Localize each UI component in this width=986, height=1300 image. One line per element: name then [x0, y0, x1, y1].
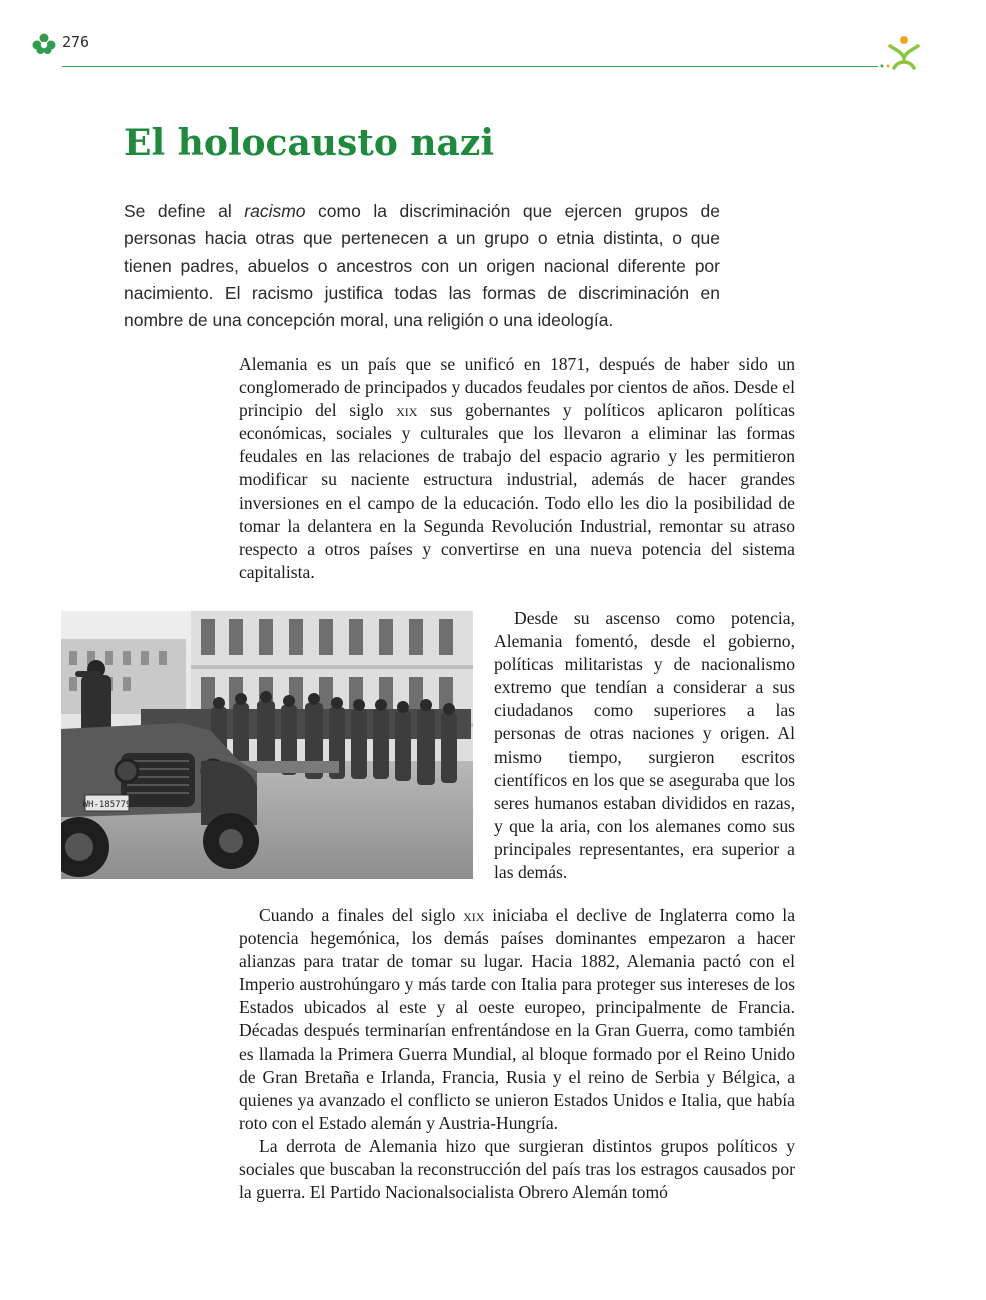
- century-numeral: xix: [396, 400, 418, 421]
- century-numeral: xix: [463, 905, 485, 925]
- paragraph-defeat: La derrota de Alemania hizo que surgieran distintos grupos políticos y sociales que buscaban la reconstrucción del país tras los estragos causados por la guerra. El Partido Nacionalsocialista Obrero Alemán tomó: [239, 1135, 795, 1203]
- shamrock-icon: [32, 33, 56, 55]
- intro-paragraph: [124, 198, 720, 334]
- paragraph-text: iniciaba el declive de Inglaterra como la potencia hegemónica, los demás países dominantes empezaron a hacer alianzas para tratar de tomar su lugar. Hacia 1882, Alemania pactó con el Imperio austrohúngaro y más tarde con Italia para proteger sus intereses de los Estados ubicados al este y al oeste europeo, principalmente de Francia. Décadas después terminarían enfrentándose en la Gran Guerra, como también es llamada la Primera Guerra Mundial, al bloque formado por el Reino Unido de Gran Bretaña e Irlanda, Francia, Rusia y el reino de Serbia y Bélgica, a quienes ya avanzado el conflicto se unieron Estados Unidos e Italia, que había roto con el Estado alemán y Austria-Hungría.: [239, 905, 795, 1133]
- paragraph-militarism: Desde su ascenso como potencia, Alemania fomentó, desde el gobierno, políticas militaristas y de nacionalismo extremo que tendían a considerar a sus ciudadanos como superiores a las personas de otras naciones y origen. Al mismo tiempo, surgieron escritos científicos en los que se aseguraba que los seres humanos estaban divididos en razas, y que la aria, con los alemanes como sus principales representantes, era superior a las demás.: [494, 608, 795, 883]
- paragraph-text: sus gobernantes y políticos aplicaron políticas económicas, sociales y culturales que los llevaron a eliminar las formas feudales en las relaciones de trabajo del espacio agrario y les permitieron modificar su naciente estructura industrial, además de hacer grandes inversiones en el campo de la educación. Todo ello les dio la posibilidad de tomar la delantera en la Segunda Revolución Industrial, remontar su atraso respecto a otros países y convertirse en una nueva potencia del sistema capitalista.: [239, 400, 795, 582]
- page-header: [0, 0, 986, 80]
- bottom-text-block: [239, 904, 795, 1204]
- paragraph-germany-unification: [239, 353, 795, 584]
- header-rule: [62, 66, 878, 67]
- page-number: 276: [62, 33, 90, 51]
- page-title: El holocausto nazi: [124, 122, 495, 164]
- paragraph-alliances: [239, 904, 795, 1135]
- license-plate: WH-185779: [82, 800, 132, 810]
- education-logo: [886, 34, 922, 72]
- intro-text-start: Se define al: [124, 201, 245, 221]
- intro-term-racismo: racismo: [244, 201, 306, 221]
- intro-text-rest: como la discriminación que ejercen grupos de personas hacia otras que pertenecen a un grupo o etnia distinta, o que tienen padres, abuelos o ancestros con un origen nacional diferente por nacimiento. El racismo justifica todas las formas de discriminación en nombre de una concepción moral, una religión o una ideología.: [124, 201, 721, 331]
- paragraph-text: Alemania es un país que se unificó en 1871, después de haber sido un conglomerado de principados y ducados feudales por cientos de años. Desde el principio del siglo: [239, 354, 795, 421]
- paragraph-text: Cuando a finales del siglo: [259, 905, 464, 925]
- historical-photo-military-parade: [61, 611, 473, 879]
